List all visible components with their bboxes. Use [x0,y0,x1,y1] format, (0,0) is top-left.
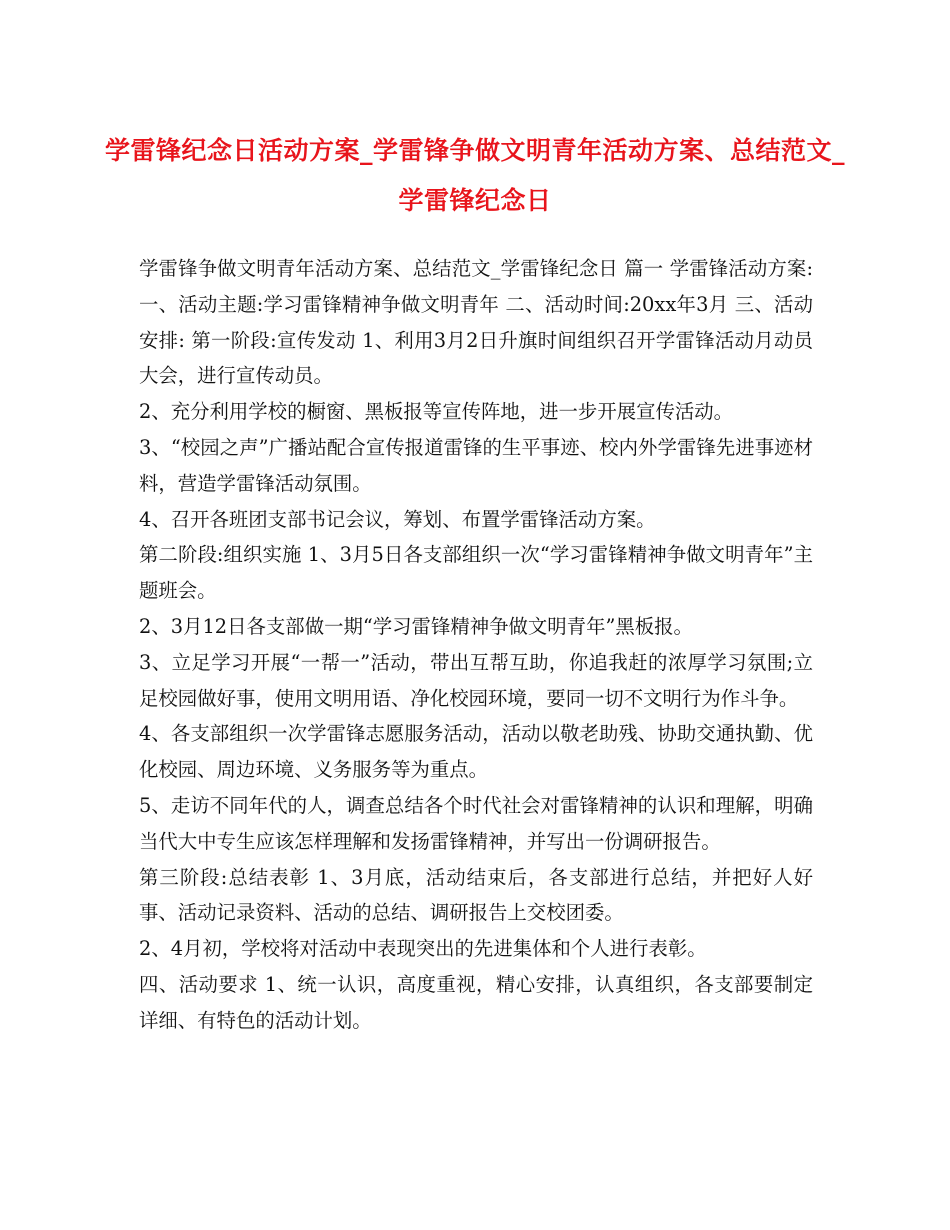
paragraph: 2、4月初，学校将对活动中表现突出的先进集体和个人进行表彰。 [139,937,707,961]
paragraph: 四、活动要求 1、统一认识，高度重视，精心安排，认真组织，各支部要制定详细、有特色的活动计划。 [139,972,813,1032]
document-title: 学雷锋纪念日活动方案_学雷锋争做文明青年活动方案、总结范文_学雷锋纪念日 [104,136,845,215]
paragraph: 4、各支部组织一次学雷锋志愿服务活动，活动以敬老助残、协助交通执勤、优化校园、周边环境、义务服务等为重点。 [139,722,813,782]
paragraph: 2、充分利用学校的橱窗、黑板报等宣传阵地，进一步开展宣传活动。 [139,400,734,424]
document-body [139,251,813,1039]
paragraph: 3、“校园之声”广播站配合宣传报道雷锋的生平事迹、校内外学雷锋先进事迹材料，营造学雷锋活动氛围。 [139,435,813,495]
paragraph: 5、走访不同年代的人，调查总结各个时代社会对雷锋精神的认识和理解，明确当代大中专生应该怎样理解和发扬雷锋精神，并写出一份调研报告。 [139,793,813,853]
paragraph: 4、召开各班团支部书记会议，筹划、布置学雷锋活动方案。 [139,507,656,531]
paragraph: 第三阶段:总结表彰 1、3月底，活动结束后，各支部进行总结，并把好人好事、活动记录资料、活动的总结、调研报告上交校团委。 [139,865,813,925]
paragraph: 学雷锋争做文明青年活动方案、总结范文_学雷锋纪念日 篇一 学雷锋活动方案: 一、活动主题:学习雷锋精神争做文明青年 二、活动时间:20xx年3月 三、活动安排: 第一阶段:宣传发动 1、利用3月2日升旗时间组织召开学雷锋活动月动员大会，进行宣传动员。 [139,257,813,388]
paragraph: 2、3月12日各支部做一期“学习雷锋精神争做文明青年”黑板报。 [139,614,693,638]
paragraph: 3、立足学习开展“一帮一”活动，带出互帮互助，你追我赶的浓厚学习氛围;立足校园做好事，使用文明用语、净化校园环境，要同一切不文明行为作斗争。 [139,650,813,710]
paragraph: 第二阶段:组织实施 1、3月5日各支部组织一次“学习雷锋精神争做文明青年”主题班会。 [139,543,813,603]
